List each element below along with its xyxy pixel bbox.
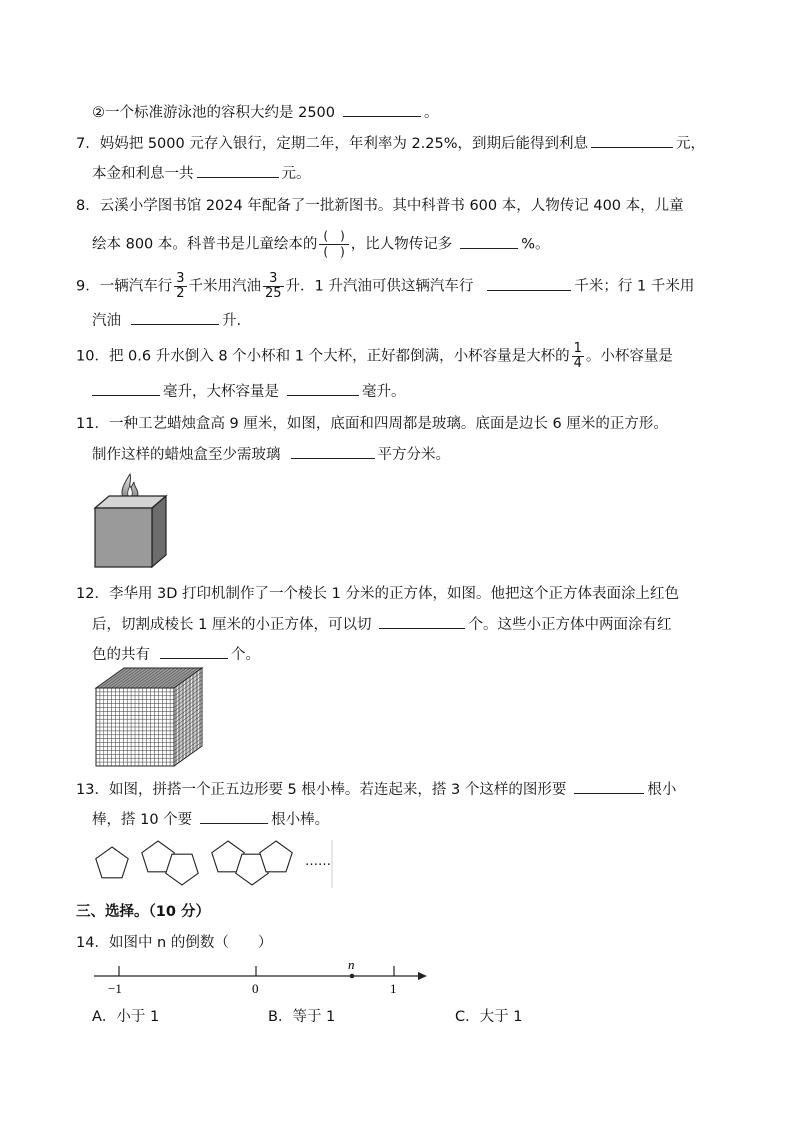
- q9-fraction-3-25: [263, 273, 284, 300]
- q10-text-a: 10．把 0.6 升水倒入 8 个小杯和 1 个大杯，正好都倒满，小杯容量是大杯的: [76, 348, 570, 365]
- q13-text: 13．如图，拼搭一个正五边形要 5 根小棒。若连起来，搭 3 个这样的图形要: [76, 782, 567, 798]
- q8-line2: [92, 230, 550, 259]
- point-n: [350, 974, 355, 979]
- q6-line: [92, 102, 439, 123]
- q10-text2: 毫升，大杯容量是: [163, 384, 279, 400]
- q9-f2-den: 25: [265, 286, 282, 301]
- q13-unit2: 根小棒。: [271, 812, 330, 828]
- q11-line2: [92, 444, 450, 465]
- q8-unit: %。: [521, 236, 550, 253]
- q10-unit2: 毫升。: [362, 384, 406, 400]
- q11-line1: [76, 414, 668, 434]
- q9-text-b: 千米用汽油: [188, 278, 262, 295]
- q14-option-c[interactable]: C．大于 1: [455, 1009, 523, 1025]
- q9-text-a: 9．一辆汽车行: [76, 278, 173, 295]
- q13-text2: 棒，搭 10 个要: [92, 812, 193, 828]
- point-label-n: n: [348, 957, 355, 972]
- q9-distance-blank[interactable]: [487, 276, 571, 291]
- q8-paren-den: ( ): [323, 245, 345, 259]
- q8-paren-num: ( ): [319, 230, 348, 245]
- q9-f1-num: 3: [176, 271, 185, 286]
- q9-text-c: 升．1 升汽油可供这辆汽车行: [285, 278, 474, 295]
- q10-line2: [92, 381, 406, 402]
- q9-line2: [92, 310, 241, 331]
- q9-f2-num: 3: [263, 273, 284, 287]
- arrow-right-icon: [418, 972, 427, 980]
- q6-end: 。: [424, 105, 439, 121]
- q8-text3: ，比人物传记多: [350, 236, 453, 253]
- q8-fraction-blank[interactable]: [319, 230, 348, 259]
- q10-large-cup-blank[interactable]: [287, 381, 359, 396]
- tick-label-0: 0: [252, 981, 259, 996]
- q11-glass-blank[interactable]: [291, 444, 375, 459]
- q6-answer-blank[interactable]: [343, 102, 421, 117]
- q10-fraction-1-4: [572, 343, 584, 370]
- q14-option-b[interactable]: B．等于 1: [268, 1009, 336, 1025]
- section-3-title: 三、选择。（10 分）: [76, 904, 210, 920]
- number-line: [90, 956, 435, 996]
- q9-text2: 汽油: [92, 313, 121, 329]
- q10-line1: [76, 343, 673, 370]
- q7-text2: 本金和利息一共: [92, 166, 194, 182]
- q10-f-num: 1: [573, 341, 582, 356]
- tick-label-neg1: −1: [108, 981, 122, 996]
- q13-unit: 根小: [647, 782, 677, 798]
- q7-line1: [76, 133, 705, 154]
- q9-unit2: 升.: [222, 313, 242, 329]
- q14-option-a[interactable]: A．小于 1: [92, 1009, 160, 1025]
- q12-text4: 色的共有: [92, 647, 150, 663]
- q12-text2: 后，切割成棱长 1 厘米的小正方体，可以切: [92, 617, 372, 633]
- q12-line1: [76, 584, 679, 604]
- q12-line2: [92, 614, 671, 635]
- q9-fraction-3-2: [174, 273, 186, 300]
- q13-ten-blank[interactable]: [200, 809, 268, 824]
- q6-text: ②一个标准游泳池的容积大约是 2500: [92, 105, 336, 121]
- q7-total-blank[interactable]: [197, 163, 279, 178]
- q11-unit: 平方分米。: [377, 447, 450, 463]
- q7-unit2: 元。: [281, 166, 311, 182]
- q7-text: 7．妈妈把 5000 元存入银行，定期二年，年利率为 2.25%，到期后能得到利息: [76, 136, 589, 152]
- q13-line1: [76, 779, 676, 800]
- q12-unit: 个。: [231, 647, 260, 663]
- q9-fuel-blank[interactable]: [131, 310, 219, 325]
- q10-text-b: 。小杯容量是: [585, 348, 673, 365]
- q13-line2: [92, 809, 329, 830]
- q9-f1-den: 2: [176, 286, 185, 301]
- q8-line1: [76, 196, 684, 216]
- q7-unit: 元，: [676, 136, 706, 152]
- q8-text2: 绘本 800 本。科普书是儿童绘本的: [92, 236, 318, 253]
- grid-cube-figure: [92, 664, 204, 768]
- q12-line3: [92, 644, 260, 665]
- q8-percent-blank[interactable]: [460, 234, 518, 249]
- q13-three-blank[interactable]: [574, 779, 644, 794]
- q12-cubes-blank[interactable]: [379, 614, 465, 629]
- q11-text2: 制作这样的蜡烛盒至少需玻璃: [92, 447, 281, 463]
- q11-text: 11．一种工艺蜡烛盒高 9 厘米，如图，底面和四周都是玻璃。底面是边长 6 厘米的正方形。: [76, 416, 668, 432]
- candle-box-figure: [90, 472, 170, 572]
- q12-two-face-blank[interactable]: [160, 644, 228, 659]
- q10-f-den: 4: [573, 356, 582, 371]
- q7-interest-blank[interactable]: [591, 133, 673, 148]
- q9-line1: [76, 273, 694, 300]
- q13-ellipsis: ……: [305, 854, 331, 869]
- q12-text: 12．李华用 3D 打印机制作了一个棱长 1 分米的正方体，如图。他把这个正方体表面涂上红色: [76, 586, 679, 602]
- q8-text: 8．云溪小学图书馆 2024 年配备了一批新图书。其中科普书 600 本，人物传记 400 本，儿童: [76, 198, 684, 214]
- q10-small-cup-blank[interactable]: [92, 381, 160, 396]
- q9-text-d: 千米；行 1 千米用: [574, 278, 695, 295]
- pentagon-pattern-figure: [90, 836, 340, 890]
- tick-label-1: 1: [390, 981, 397, 996]
- q14-question: 14．如图中 n 的倒数（ ）: [76, 935, 273, 951]
- q12-text3: 个。这些小正方体中两面涂有红: [468, 617, 672, 633]
- q7-line2: [92, 163, 311, 184]
